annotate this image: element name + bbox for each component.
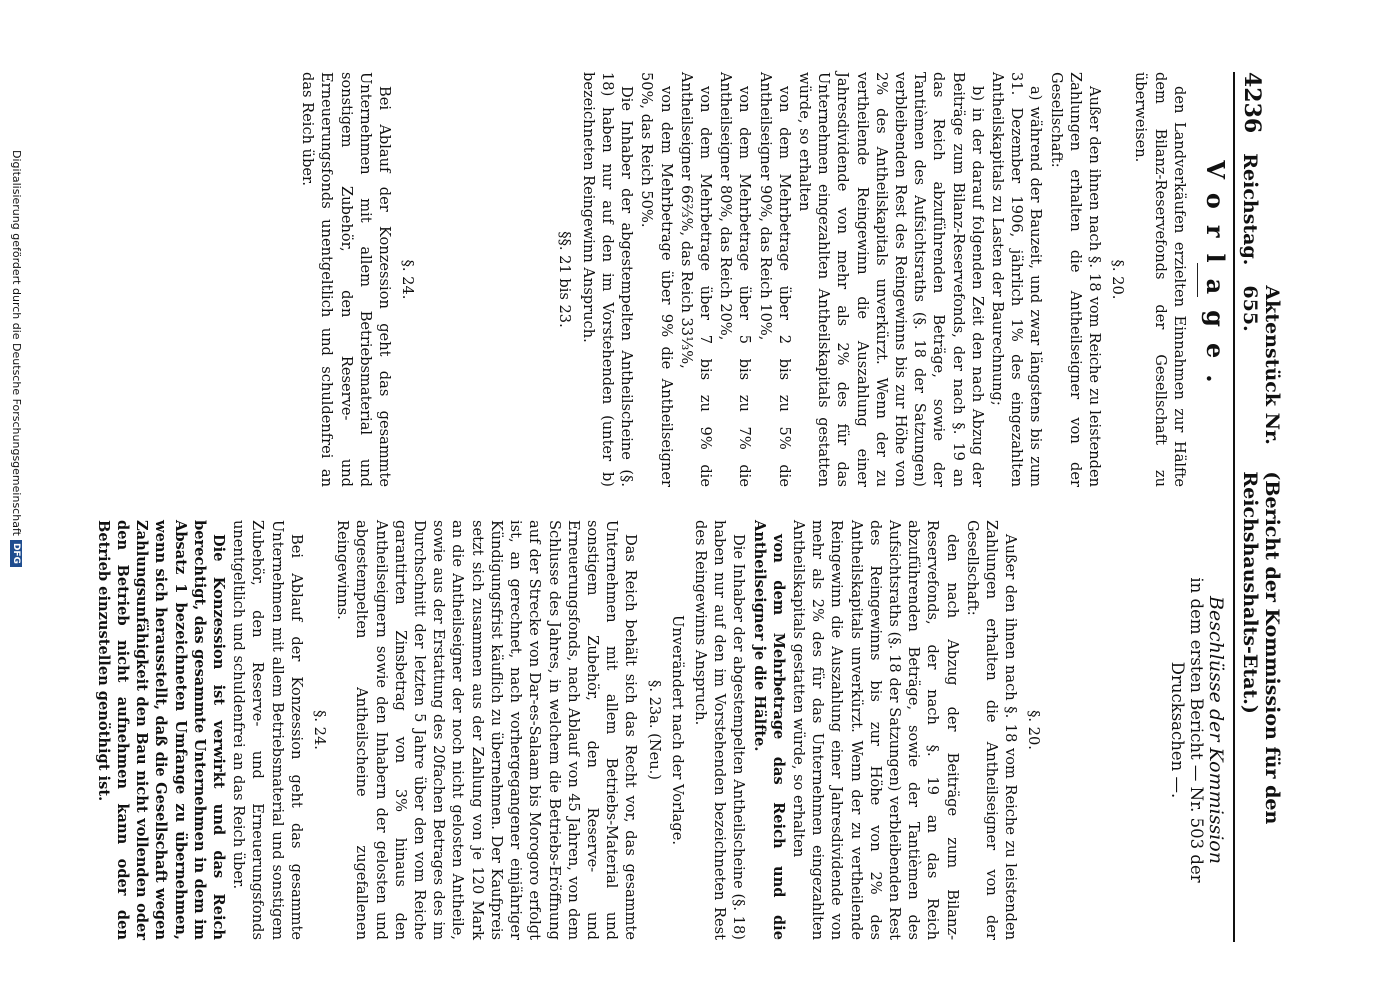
left-title: Vorlage. [1201,160,1230,399]
page-header [1233,72,1283,942]
left-intro: den Landverkäufen erzielten Einnahmen zur Hälfte dem Bilanz-Reservefonds der Gesellschaft zu überweisen. [1132,72,1188,487]
left-s20-b1: von dem Mehrbetrage über 2 bis zu 5% die Antheilseigner 90%, das Reich 10%, [756,72,793,487]
right-s20-end: Die Inhaber der abgestempelten Antheilscheine (§. 18) haben nur auf den im Vorstehenden bezeichneten Rest des Reingewinns Anspruch. [691,520,748,940]
left-s20-b4: von dem Mehrbetrage über 9% die Antheilseigner 50%, das Reich 50%. [638,72,675,487]
left-s20-end: Die Inhaber der abgestempelten Antheilscheine (§. 18) haben nur auf den im Vorstehenden (unter b) bezeichneten Reingewinn Anspruch. [579,72,636,487]
title-rule [1197,263,1198,297]
footer-credit [10,150,23,567]
right-s23a-heading: §. 23a. (Neu.) [645,680,663,780]
header-description: (Bericht der Kommission für den Reichshaushalts-Etat.) [1239,471,1283,825]
page-number: 4236 [1239,72,1265,134]
left-s24-heading: §. 24. [399,259,417,300]
left-s20-heading: §. 20. [1109,259,1127,300]
left-s20-intro: Außer den ihnen nach §. 18 vom Reiche zu leistenden Zahlungen erhalten die Antheilseigner von der Gesellschaft: [1047,72,1103,487]
left-s20-b3: von dem Mehrbetrage über 7 bis zu 9% die Antheilseigner 66⅔%, das Reich 33⅓%, [677,72,714,487]
left-s21-23: §§. 21 bis 23. [556,231,574,328]
left-s20-a: a) während der Bauzeit, und zwar längstens bis zum 31. Dezember 1906, jährlich 1% des eingezahlten Antheilskapitals zu Lasten der Baurechnung; [988,72,1045,487]
right-s24-text: Bei Ablauf der Konzession geht das gesammte Unternehmen mit allem Betriebsmaterial und sonstigem Zubehör, den Reserve- und Erneuerungsfonds unentgeltlich und schuldenfrei an das Reich über. [230,520,305,940]
right-s20-heading: §. 20. [1025,710,1043,750]
left-s24-text: Bei Ablauf der Konzession geht das gesammte Unternehmen mit allem Betriebsmaterial und sonstigem Zubehör, den Reserve- und Erneuerungsfonds unentgeltlich und schuldenfrei an das Reich über. [299,72,394,487]
right-s20-text: den nach Abzug der Beiträge zum Bilanz-Reservefonds, der nach §. 19 an das Reich abzuführenden Beträge, sowie der Tantièmen des Aufsichtsraths (§. 18 der Satzungen) verbleibenden Rest des Reingewinns bis zur Höhe von 2% des Antheilskapitals unverkürzt. Wenn der zu vertheilende Reingewinn die Auszahlung einer Jahresdividende von mehr als 2% des für das Unternehmen eingezahlten Antheilskapitals gestatten würde, so erhalten [789,520,961,940]
footer-credit-text: Digitalisierung gefördert durch die Deutsche Forschungsgemeinschaft [10,150,23,536]
right-title: Beschlüsse der Kommission [1205,596,1227,864]
right-s20-intro: Außer den ihnen nach §. 18 vom Reiche zu leistenden Zahlungen erhalten die Antheilseigner von der Gesellschaft: [963,520,1020,940]
left-s20-b: b) in der darauf folgenden Zeit den nach Abzug der Beiträge zum Bilanz-Reservefonds, der nach §. 19 an das Reich abzuführenden Beträge, sowie der Tantièmen des Aufsichtsraths (§. 18 der Satzungen) verbleibenden Rest des Reingewinns bis zur Höhe von 2% des Antheilskapitals unverkürzt. Wenn der zu vertheilende Reingewinn die Auszahlung einer Jahresdividende von mehr als 2% des für das Unternehmen eingezahlten Antheilskapitals gestatten würde, so erhalten [795,72,986,487]
right-subtitle: in dem ersten Bericht — Nr. 503 der Drucksachen —. [1167,577,1206,883]
right-s24-bold: Die Konzession ist verwirkt und das Reich berechtigt, das gesammte Unternehmen in dem im Absatz 1 bezeichneten Umfange zu übernehmen, wenn sich herausstellt, daß die Gesellschaft wegen Zahlungsunfähigkeit den Bau nicht vollenden oder den Betrieb nicht aufnehmen kann oder den Betrieb einzustellen genöthigt ist. [94,520,228,940]
header-document: Aktenstück Nr. 655. [1239,285,1283,445]
dfg-logo: DFG [11,540,23,567]
left-s20-b2: von dem Mehrbetrage über 5 bis zu 7% die Antheilseigner 80%, das Reich 20%, [717,72,754,487]
right-s23a-text: Das Reich behält sich das Recht vor, das gesammte Unternehmen mit allem Betriebs-Material und sonstigem Zubehör, den Reserve- und Erneuerungsfonds, nach Ablauf von 45 Jahren, von dem Schlusse des Jahres, in welchem die Betriebs-Eröffnung auf der Strecke von Dar-es-Salaam bis Morogoro erfolgt ist, an gerechnet, nach vorhergegangener einjähriger Kündigungsfrist käuflich zu übernehmen. Der Kaufpreis setzt sich zusammen aus der Zahlung von je 120 Mark an die Antheilseigner der noch nicht gelosten Antheile, sowie aus der Erstattung des 20fachen Betrages des im Durchschnitt der letzten 5 Jahre über den vom Reiche garantirten Zinsbetrag von 3% hinaus den Antheilseignern sowie den Inhabern der gelosten und abgestempelten Antheilscheine zugefallenen Reingewinns. [334,520,640,940]
right-s20-bold: von dem Mehrbetrage das Reich und die Antheilseigner je die Hälfte. [750,520,787,940]
right-column [93,520,1225,940]
right-s24-heading: §. 24. [311,710,329,750]
right-s21-23: Unverändert nach der Vorlage. [668,615,686,845]
left-column [297,72,1230,487]
header-house: Reichstag. [1239,153,1261,266]
